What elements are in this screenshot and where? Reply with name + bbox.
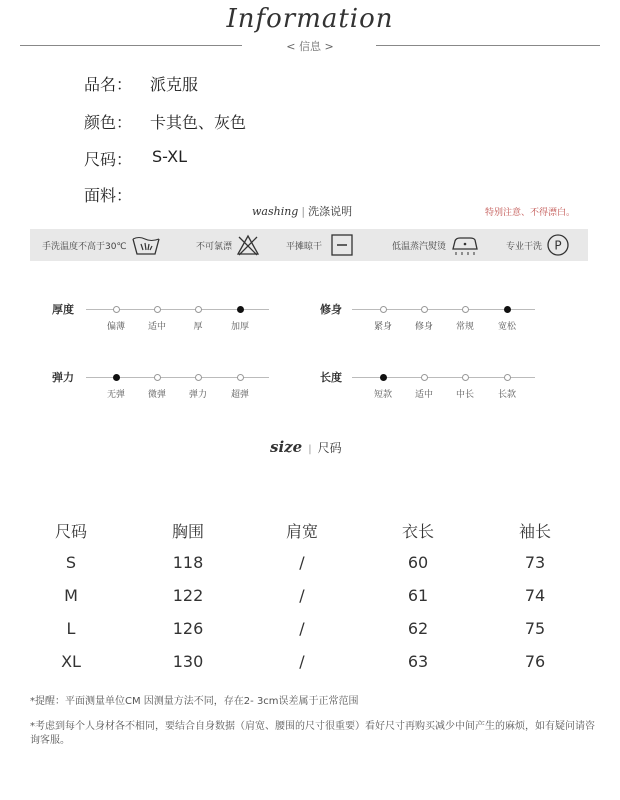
scale-dot <box>154 306 161 313</box>
scale-option-label: 中长 <box>455 390 475 400</box>
size-table-header: 衣长 <box>401 522 434 541</box>
size-table-cell: 73 <box>524 553 546 572</box>
size-table-cell: 60 <box>407 553 429 572</box>
size-table-cell: 75 <box>524 619 546 638</box>
scale-option-label: 加厚 <box>230 322 250 332</box>
scale-dot <box>421 374 428 381</box>
scale-dot <box>462 374 469 381</box>
size-table-cell: M <box>64 586 78 605</box>
care-item-no-bleach <box>196 229 260 261</box>
washing-note: 特别注意、不得漂白。 <box>485 208 576 218</box>
size-table-cell: 122 <box>172 586 204 605</box>
measurement-note: *提醒：平面测量单位CM 因测量方法不同，存在2- 3cm误差属于正常范围 <box>30 696 359 707</box>
scale-dot <box>195 306 202 313</box>
care-text: 手洗温度不高于30℃ <box>42 241 127 252</box>
dry-flat-icon <box>330 234 356 256</box>
scale-dot <box>195 374 202 381</box>
care-text: 不可氯漂 <box>196 241 233 252</box>
scale-dot <box>504 374 511 381</box>
info-value: S-XL <box>152 147 188 166</box>
scale-dot-selected <box>504 306 511 313</box>
scale-option-label: 无弹 <box>106 390 126 400</box>
care-item-dry-flat <box>286 229 356 261</box>
size-table-cell: 61 <box>407 586 429 605</box>
info-value: 派克服 <box>150 75 199 94</box>
size-table-header: 袖长 <box>518 522 551 541</box>
size-table-cell: 63 <box>407 652 429 671</box>
scale-option-label: 修身 <box>414 322 434 332</box>
fit-advice-note: *考虑到每个人身材各不相同，要结合自身数据（肩宽、腰围的尺寸很重要）看好尺寸再购买减少中间产生的麻烦，如有疑问请咨询客服。 <box>30 721 595 746</box>
size-table-cell: 76 <box>524 652 546 671</box>
size-table-cell: 62 <box>407 619 429 638</box>
dry-clean-p-icon <box>546 233 570 257</box>
scale-option-label: 微弹 <box>147 390 167 400</box>
info-label: 颜色： <box>84 113 133 132</box>
care-text: 专业干洗 <box>506 241 543 252</box>
scale-option-label: 短款 <box>373 390 393 400</box>
size-label: 尺码 <box>317 441 342 455</box>
scale-option-label: 宽松 <box>497 322 517 332</box>
washing-script: washing <box>252 205 299 218</box>
size-table-cell: / <box>299 553 305 572</box>
size-caption: size | 尺码 <box>270 438 342 456</box>
washing-label: 洗涤说明 <box>308 205 353 218</box>
size-table-header: 肩宽 <box>285 522 318 541</box>
size-script: size <box>270 438 303 456</box>
iron-icon <box>450 233 480 257</box>
page-subtitle: < 信息 > <box>286 40 334 53</box>
scale-option-label: 超弹 <box>230 390 250 400</box>
size-table-header: 胸围 <box>171 522 204 541</box>
size-table-cell: / <box>299 586 305 605</box>
no-bleach-icon <box>236 234 260 256</box>
scale-label: 修身 <box>320 303 342 316</box>
scale-dot <box>237 374 244 381</box>
scale-label: 长度 <box>320 371 342 384</box>
size-table-cell: L <box>66 619 76 638</box>
scale-option-label: 弹力 <box>188 390 208 400</box>
scale-dot <box>113 306 120 313</box>
scale-dot <box>380 306 387 313</box>
info-label: 品名： <box>84 75 133 94</box>
size-table-cell: 130 <box>172 652 204 671</box>
size-table-cell: S <box>65 553 77 572</box>
scale-dot-selected <box>237 306 244 313</box>
svg-text:P: P <box>554 238 562 253</box>
size-table-cell: / <box>299 619 305 638</box>
scale-dot <box>462 306 469 313</box>
washing-caption: washing | 洗涤说明 <box>252 205 353 218</box>
scale-dot <box>154 374 161 381</box>
page-title: Information <box>226 4 394 34</box>
info-label: 面料： <box>84 186 133 205</box>
scale-option-label: 常规 <box>455 322 475 332</box>
care-item-iron <box>392 229 480 261</box>
size-table-header: 尺码 <box>54 522 87 541</box>
scale-label: 厚度 <box>52 303 74 316</box>
scale-option-label: 适中 <box>414 390 434 400</box>
size-table-cell: 118 <box>172 553 204 572</box>
info-value: 卡其色、灰色 <box>150 113 247 132</box>
info-label: 尺码： <box>84 150 133 169</box>
size-table-cell: XL <box>61 652 81 671</box>
scale-option-label: 厚 <box>193 322 203 332</box>
size-table-cell: / <box>299 652 305 671</box>
scale-dot <box>421 306 428 313</box>
scale-option-label: 偏薄 <box>106 322 126 332</box>
size-table-cell: 74 <box>524 586 546 605</box>
care-text: 低温蒸汽熨烫 <box>392 241 447 252</box>
care-instructions <box>30 229 588 261</box>
scale-option-label: 紧身 <box>373 322 393 332</box>
care-item-hand-wash <box>42 229 161 261</box>
care-text: 平摊晾干 <box>286 241 323 252</box>
hand-wash-icon <box>131 234 161 256</box>
scale-option-label: 适中 <box>147 322 167 332</box>
scale-dot-selected <box>380 374 387 381</box>
care-item-dry-clean <box>506 229 570 261</box>
scale-label: 弹力 <box>52 371 74 384</box>
size-table-cell: 126 <box>172 619 204 638</box>
scale-option-label: 长款 <box>497 390 517 400</box>
scale-dot-selected <box>113 374 120 381</box>
